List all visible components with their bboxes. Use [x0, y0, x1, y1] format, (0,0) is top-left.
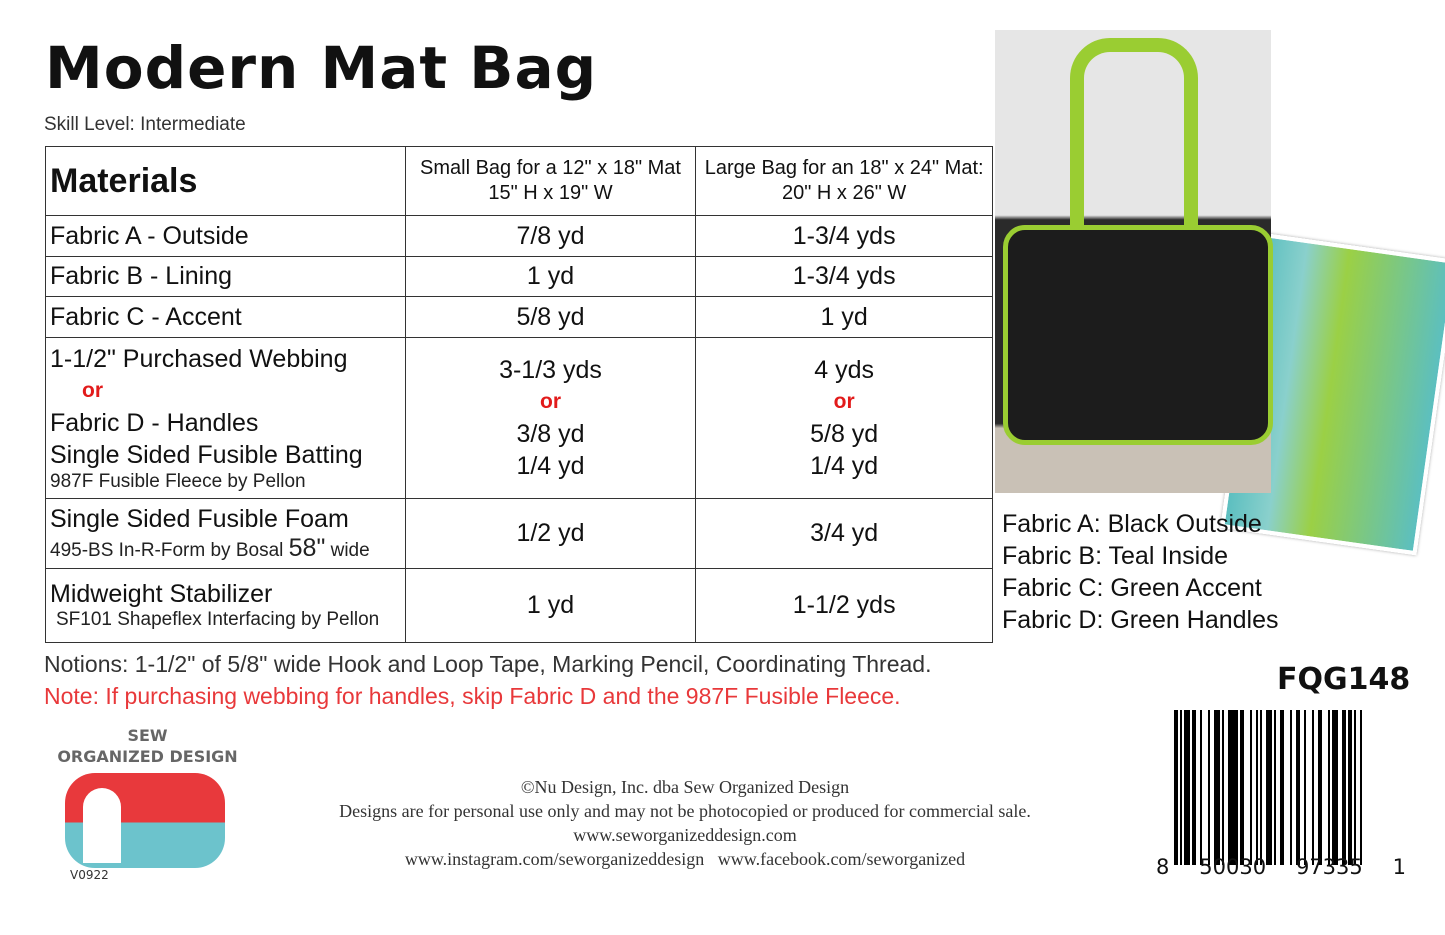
digit-group: 8: [1156, 855, 1170, 879]
notions: Notions: 1-1/2" of 5/8" wide Hook and Loop Tape, Marking Pencil, Coordinating Thread.: [44, 651, 932, 677]
digit-group: 1: [1392, 855, 1406, 879]
batting-sub: 987F Fusible Fleece by Pellon: [50, 471, 306, 492]
fabric-d: Fabric D - Handles: [50, 409, 259, 437]
page-title: Modern Mat Bag: [45, 34, 598, 102]
header-materials: Materials: [46, 147, 406, 216]
qty: 3-1/3 yds: [499, 356, 602, 384]
social-links[interactable]: www.instagram.com/seworganizeddesign www.facebook.com/seworganized: [404, 849, 966, 869]
table-row: [46, 257, 993, 297]
large-qty: 1-3/4 yds: [696, 257, 993, 297]
or-label: or: [540, 390, 561, 413]
disclaimer: Designs are for personal use only and may not be photocopied or produced for commercial sale.: [339, 801, 1031, 821]
large-qty: 1-3/4 yds: [696, 216, 993, 257]
large-qty: 1-1/2 yds: [696, 569, 993, 643]
small-qty: 1 yd: [405, 257, 696, 297]
batting: Single Sided Fusible Batting: [50, 441, 363, 469]
logo-text: SEW: [127, 726, 168, 745]
foam-wide: wide: [325, 539, 370, 561]
version-code: V0922: [70, 868, 109, 882]
webbing: 1-1/2" Purchased Webbing: [50, 345, 348, 373]
material-name: [46, 569, 406, 643]
digit-group: 50030: [1199, 855, 1267, 879]
logo-text: ORGANIZED DESIGN: [57, 747, 238, 766]
qty: 5/8 yd: [810, 420, 879, 448]
qty: 1/4 yd: [810, 452, 879, 480]
product-code: FQG148: [1277, 662, 1411, 697]
bag-body: [1003, 225, 1273, 445]
bag-handle: [1070, 38, 1198, 252]
qty: 1/4 yd: [516, 452, 585, 480]
material-name: [46, 338, 406, 499]
legend-item: Fabric C: Green Accent: [1002, 574, 1262, 602]
or-label: or: [833, 390, 855, 413]
small-qty: 1 yd: [405, 569, 696, 643]
header-small: [405, 147, 696, 216]
table-row: [46, 338, 993, 499]
large-qty: [696, 338, 993, 499]
foam-width: 58": [288, 533, 326, 562]
copyright: ©Nu Design, Inc. dba Sew Organized Design: [520, 777, 850, 797]
bag-photo: [995, 30, 1271, 493]
small-title: Small Bag for a 12" x 18" Mat: [420, 157, 681, 179]
large-qty: 1 yd: [696, 297, 993, 338]
skill-level: Skill Level: Intermediate: [44, 114, 246, 135]
table-row: [46, 569, 993, 643]
material-name: Fabric C - Accent: [46, 297, 406, 338]
legend-item: Fabric B: Teal Inside: [1002, 542, 1229, 570]
legend-item: Fabric A: Black Outside: [1002, 510, 1262, 538]
stabilizer: Midweight Stabilizer: [50, 580, 273, 608]
stabilizer-sub: SF101 Shapeflex Interfacing by Pellon: [56, 609, 380, 630]
materials-table: [45, 146, 993, 643]
table-row: [46, 216, 993, 257]
header-large: [696, 147, 993, 216]
small-qty: 1/2 yd: [405, 499, 696, 569]
large-title: Large Bag for an 18" x 24" Mat:: [704, 157, 984, 179]
note: Note: If purchasing webbing for handles, skip Fabric D and the 987F Fusible Fleece.: [44, 683, 901, 709]
table-header: [46, 147, 993, 216]
table-row: [46, 297, 993, 338]
small-dims: 15" H x 19" W: [488, 182, 613, 204]
material-name: Fabric A - Outside: [46, 216, 406, 257]
or-label: or: [82, 379, 103, 402]
foam-sub: 495-BS In-R-Form by Bosal: [50, 539, 284, 561]
table-row: [46, 499, 993, 569]
digit-group: 97335: [1295, 855, 1363, 879]
foam: Single Sided Fusible Foam: [50, 504, 349, 533]
legend-item: Fabric D: Green Handles: [1002, 606, 1279, 634]
footer: [0, 775, 1370, 871]
material-name: [46, 499, 406, 569]
small-qty: 7/8 yd: [405, 216, 696, 257]
large-dims: 20" H x 26" W: [782, 182, 907, 204]
small-qty: 5/8 yd: [405, 297, 696, 338]
qty: 4 yds: [814, 356, 875, 384]
qty: 3/8 yd: [516, 420, 585, 448]
material-name: Fabric B - Lining: [46, 257, 406, 297]
fabric-legend: [1002, 508, 1279, 636]
small-qty: [405, 338, 696, 499]
website-link[interactable]: www.seworganizeddesign.com: [573, 825, 797, 845]
large-qty: 3/4 yd: [696, 499, 993, 569]
